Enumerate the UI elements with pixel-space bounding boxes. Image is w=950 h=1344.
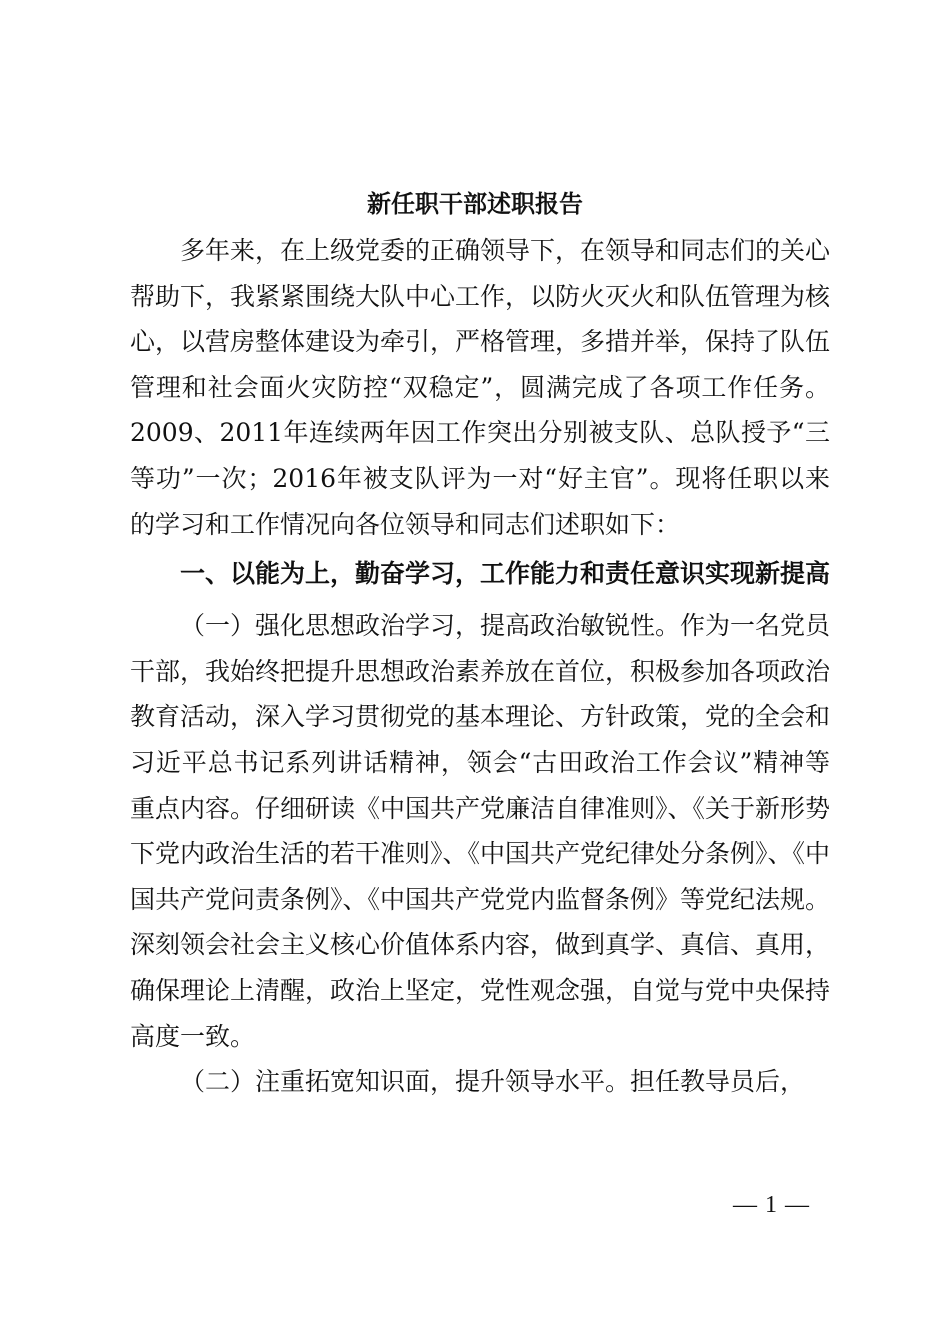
subsection-paragraph-2: （二）注重拓宽知识面，提升领导水平。担任教导员后， bbox=[180, 1067, 806, 1097]
page-number: — 1 — bbox=[733, 1192, 810, 1218]
document-title: 新任职干部述职报告 bbox=[367, 189, 583, 218]
intro-paragraph: 多年来，在上级党委的正确领导下，在领导和同志们的关心帮助下，我紧紧围绕大队中心工作，以防火灭火和队伍管理为核心，以营房整体建设为牵引，严格管理，多措并举，保持了队伍管理和社会面火灾防控“双稳定”，圆满完成了各项工作任务。2009、2011年连续两年因工作突出分别被支队、总队授予“三等功”一次；2016年被支队评为一对“好主官”。现将任职以来的学习和工作情况向各位领导和同志们述职如下： bbox=[130, 236, 831, 539]
document-body bbox=[130, 228, 830, 1105]
subsection-paragraph-1: （一）强化思想政治学习，提高政治敏锐性。作为一名党员干部，我始终把提升思想政治素养放在首位，积极参加各项政治教育活动，深入学习贯彻党的基本理论、方针政策，党的全会和习近平总书记系列讲话精神，领会“古田政治工作会议”精神等重点内容。仔细研读《中国共产党廉洁自律准则》、《关于新形势下党内政治生活的若干准则》、《中国共产党纪律处分条例》、《中国共产党问责条例》、《中国共产党党内监督条例》等党纪法规。深刻领会社会主义核心价值体系内容，做到真学、真信、真用，确保理论上清醒，政治上坚定，党性观念强，自觉与党中央保持高度一致。 bbox=[130, 611, 831, 1051]
section-heading: 一、以能为上，勤奋学习，工作能力和责任意识实现新提高 bbox=[180, 559, 831, 589]
